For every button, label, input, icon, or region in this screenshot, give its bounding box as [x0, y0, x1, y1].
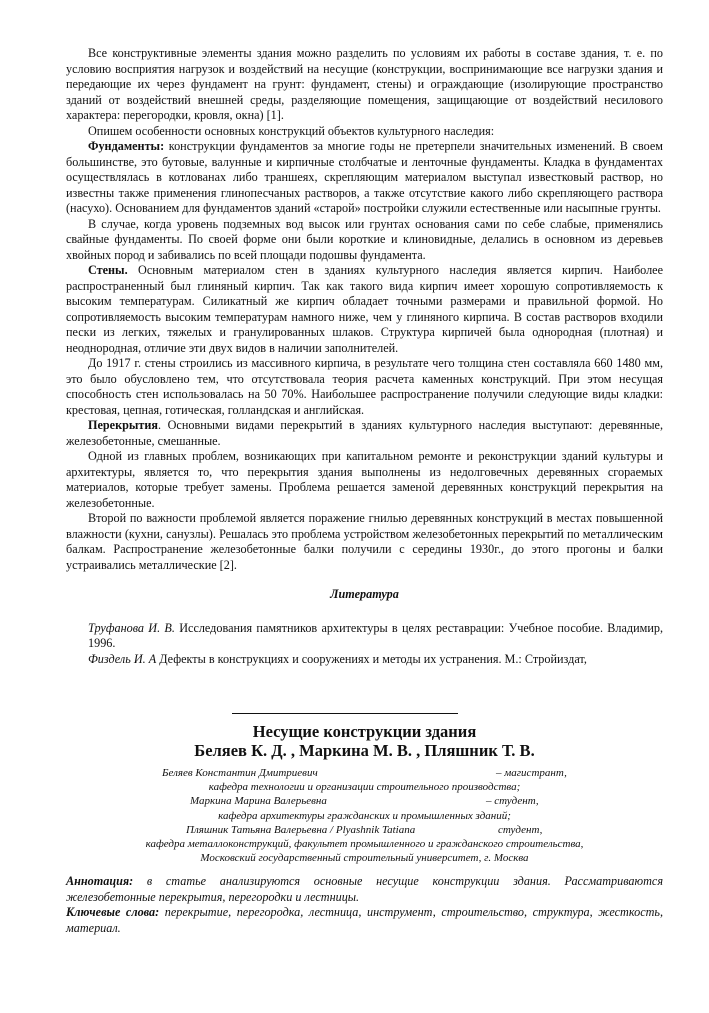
section-divider	[232, 713, 458, 714]
author-department: кафедра технологии и организации строительного производства;	[208, 781, 521, 794]
paragraph: Второй по важности проблемой является поражение гнилью деревянных конструкций в местах повышенной влажности (кухни, санузлы). Решалась это проблема устройством железобетонных перекрытий по металлическим балкам. Распространение железобетонные балки получили с середины 1930г., до этого прогоны и балки устраивались металлические [2].	[66, 511, 663, 572]
paragraph-text: конструкции фундаментов за многие годы не претерпели значительных изменений. В своем большинстве, это бутовые, валунные и кирпичные столбчатые и ленточные фундаменты. Кладка в фундаментах осуществлялась в котлованах либо траншеях, скрепляющим материалом выступал известковый раствор, но известны также применения глинопесчаных растворов, а также отсутствие какого либо скрепляющего раствора (насухо). Основанием для фундаментов зданий «старой» постройки служили естественные или насыпные грунты.	[66, 139, 663, 215]
abstract-text: в статье анализируются основные несущие конструкции здания. Рассматриваются железобетонные перекрытия, перегородки и лестницы.	[66, 874, 663, 904]
keywords	[66, 905, 663, 936]
reference-text: Исследования памятников архитектуры в целях реставрации: Учебное пособие. Владимир, 1996.	[88, 620, 664, 650]
paragraph-floors	[66, 418, 663, 449]
keywords-text: перекрытие, перегородка, лестница, инструмент, строительство, структура, жесткость, материал.	[66, 905, 663, 935]
abstract-block	[66, 874, 663, 936]
paragraph: Одной из главных проблем, возникающих при капитальном ремонте и реконструкции зданий культуры и архитектуры, является то, что перекрытия здания выполнены из недолговечных деревянных сгораемых материалов, которые требует замены. Проблема решается заменой деревянных конструкций перекрытия на железобетонные.	[66, 449, 663, 510]
author-row	[66, 766, 663, 780]
author-row	[66, 794, 663, 808]
paragraph: В случае, когда уровень подземных вод высок или грунтах основания сами по себе слабые, применялись свайные фундаменты. По своей форме они были короткие и клиновидные, делались в основном из деревьев хвойных пород и забивались по всей площади подошвы фундамента.	[66, 216, 663, 262]
reference-author: Физдель И. А	[88, 651, 157, 666]
author-role: – студент,	[486, 795, 539, 808]
paragraph: Опишем особенности основных конструкций объектов культурного наследия:	[88, 123, 495, 138]
author-department: кафедра архитектуры гражданских и промышленных зданий;	[218, 809, 511, 822]
author-name: Пляшник Татьяна Валерьевна / Plyashnik Tatiana	[186, 823, 416, 836]
paragraph: Все конструктивные элементы здания можно разделить по условиям их работы в составе здания, т. е. по условию восприятия нагрузок и воздействий на несущие (конструкции, воспринимающие все нагрузки здания и передающие их через фундамент на грунт: фундамент, стены) и ограждающие (изолирующие пространство зданий от воздействий внешней среды, разделяющие помещения, защищающие от воздействий несилового характера: перегородки, кровля, окна) [1].	[66, 46, 663, 122]
paragraph-text: Основным материалом стен в зданиях культурного наследия является кирпич. Наиболее распространенный был глиняный кирпич. Так как такого вида кирпич имеет хорошую сопротивляемость к высоким температурам. Силикатный же кирпич обладает точными размерами и правильной формой. Но сопротивляемость высоким температурам намного ниже, чем у глиняного кирпича. В состав растворов входили пески из легких, тяжелых и гранулированных шлаков. Структура кирпичей была однородная (плотная) и неоднородная, отличие эти двух видов в наличии заполнителей.	[66, 263, 663, 355]
abstract-label: Аннотация:	[66, 874, 134, 888]
abstract	[66, 874, 663, 905]
university: Московский государственный строительный университет, г. Москва	[200, 852, 529, 865]
literature-title: Литература	[330, 587, 399, 601]
author-role: – магистрант,	[496, 767, 567, 779]
author-row	[66, 823, 663, 837]
author-department: кафедра металлоконструкций, факультет промышленного и гражданского строительства,	[145, 837, 584, 850]
keywords-label: Ключевые слова:	[66, 905, 160, 919]
author-affiliations	[66, 766, 663, 865]
author-name: Маркина Марина Валерьевна	[190, 795, 327, 808]
article-authors: Беляев К. Д. , Маркина М. В. , Пляшник Т. В.	[194, 741, 535, 760]
author-name: Беляев Константин Дмитриевич	[162, 767, 318, 779]
reference-item	[66, 652, 663, 668]
paragraph: До 1917 г. стены строились из массивного кирпича, в результате чего толщина стен составляла 660 1480 мм, это было обусловлено тем, что отсутствовала теория расчета каменных конструкций. При этом несущая способность стен использовалась на 50 70%. Наибольшее распространение получили следующие виды кладки: крестовая, цепная, готическая, голландская и английская.	[66, 356, 663, 417]
reference-item	[66, 621, 663, 652]
term-walls: Стены.	[88, 263, 128, 277]
paragraph-foundations	[66, 139, 663, 217]
article-body	[66, 46, 663, 667]
paragraph-text: . Основными видами перекрытий в зданиях культурного наследия выступают: деревянные, железобетонные, смешанные.	[66, 418, 663, 448]
term-foundations: Фундаменты:	[88, 139, 165, 153]
term-floors: Перекрытия	[88, 418, 158, 432]
reference-author: Труфанова И. В.	[88, 620, 175, 635]
article-title: Несущие конструкции здания	[252, 722, 477, 741]
paragraph-walls	[66, 263, 663, 356]
author-role: студент,	[498, 823, 543, 836]
reference-text: Дефекты в конструкциях и сооружениях и методы их устранения. М.: Стройиздат,	[156, 651, 587, 666]
